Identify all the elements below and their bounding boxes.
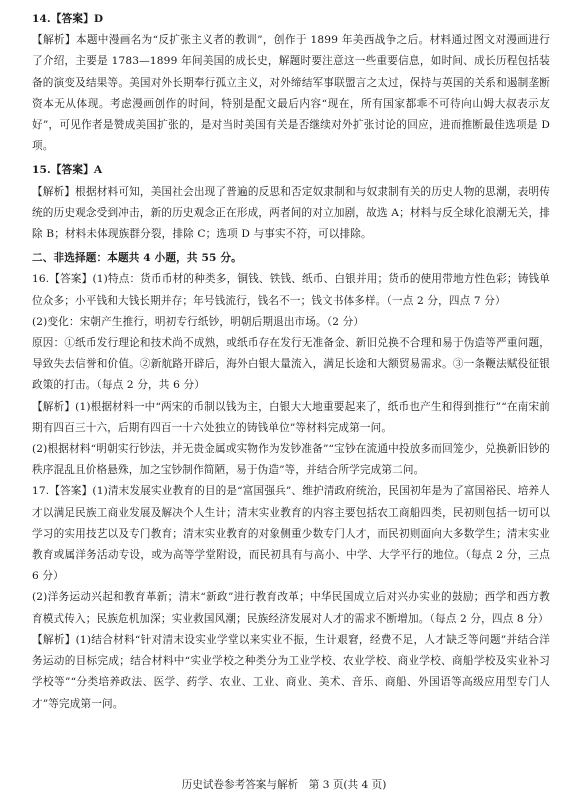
page-footer: 历史试卷参考答案与解析 第 3 页(共 4 页) (181, 779, 387, 791)
q15-answer: 15.【答案】A (32, 164, 103, 177)
q17-answer-part2: (2)洋务运动兴起和教育革新；清末“新政”进行教育改革；中华民国成立后对兴办实业的鼓励；西学和西方教育模式传入；民族危机加深；实业救国风潮；民族经济发展对人才的需求不断增加。（每点 2 分，四点 8 分） (32, 591, 550, 625)
q14-answer: 14.【答案】D (32, 13, 104, 25)
q17-answer-part1: 17.【答案】(1)清末发展实业教育的目的是“富国强兵”、维护清政府统治，民国初年是为了富国裕民、培养人才以满足民族工商业发展及解决个人生计；清末实业教育的内容主要包括农工商船四类，民初则包括一切可以学习的实用技艺以及专门教育；清末实业教育的对象侧重少数专门人才，而民初则面向大多数学生；清末实业教育或属洋务活动专设，或为高等学堂附设，而民初具有与高小、中学、大学平行的地位。（每点 2 分，三点 6 分） (32, 485, 550, 583)
q14-analysis: 【解析】本题中漫画名为“反扩张主义者的教训”，创作于 1899 年美西战争之后。材料通过图文对漫画进行了介绍，主要是 1783—1899 年间美国的成长史，解题时要注意这一些重要信息，如时间、成长历程包括装备的演变及结果等。美国对外长期奉行孤立主义，对外缔结军事联盟言之太过，保持与英国的关系和遏制垄断资本无从体现。考虑漫画创作的时间，特别是配文最后内容“现在，所有国家都乖不可待向山姆大叔表示友好”，可见作者是赞成美国扩张的，是对当时美国有关是否继续对外扩张讨论的回应，进而推断最佳选项是 D 项。 (32, 34, 550, 153)
q16-answer-part2: (2)变化：宋朝产生推行，明初专行纸钞，明朝后期退出市场。（2 分） (32, 315, 365, 328)
q16-answer-part1: 16.【答案】(1)特点：货币币材的种类多，铜钱、铁钱、纸币、白银并用；货币的使用带地方性色彩；铸钱单位众多；小平钱和大钱长期并存；年号钱流行，钱名不一；钱文书体多样。（一点 2 分，四点 7 分） (32, 273, 550, 307)
section-heading: 二、非选择题：本题共 4 小题，共 55 分。 (32, 252, 242, 265)
q16-answer-reason: 原因：①纸币发行理论和技术尚不成熟，或纸币存在发行无准备金、新旧兑换不合理和易于伪造等严重问题，导致失去信誉和价值。②新航路开辟后，海外白银大量流入，满足长途和大额贸易需求。③一条鞭法赋役征银政策的打击。（每点 2 分，共 6 分） (32, 337, 550, 392)
q17-analysis-part1: 【解析】(1)结合材料“针对清末设实业学堂以来实业不振，生计艰窘，经费不足，人才缺乏等问题”并结合洋务运动的目标完成；结合材料中“实业学校之种类分为工业学校、农业学校、商业学校、商船学校及实业补习学校等”“分类培养政法、医学、药学、农业、工业、商业、美术、音乐、商船、外国语等高级应用型专门人才”等完成第一问。 (32, 633, 550, 710)
q16-analysis-part1: 【解析】(1)根据材料一中“两宋的币制以钱为主，白银大大地重要起来了，纸币也产生和得到推行”“在南宋前期有四百三十六，后期有四百一十六处独立的铸钱单位”等材料完成第一问。 (32, 400, 550, 434)
q15-analysis: 【解析】根据材料可知，美国社会出现了普遍的反思和否定奴隶制和与奴隶制有关的历史人物的思潮，表明传统的历史观念受到冲击，新的历史观念正在形成，两者间的对立加剧，故选 A；材料与反全球化浪潮无关，排除 B；材料未体现族群分裂，排除 C；选项 D 与事实不符，可以排除。 (32, 185, 550, 241)
q16-analysis-part2: (2)根据材料“明朝实行钞法，并无贵金属或实物作为发钞准备”“宝钞在流通中投放多而回笼少，兑换新旧钞的秩序混乱且价格悬殊，加之宝钞制作简陋，易于伪造”等，并结合所学完成第二问。 (32, 443, 550, 477)
